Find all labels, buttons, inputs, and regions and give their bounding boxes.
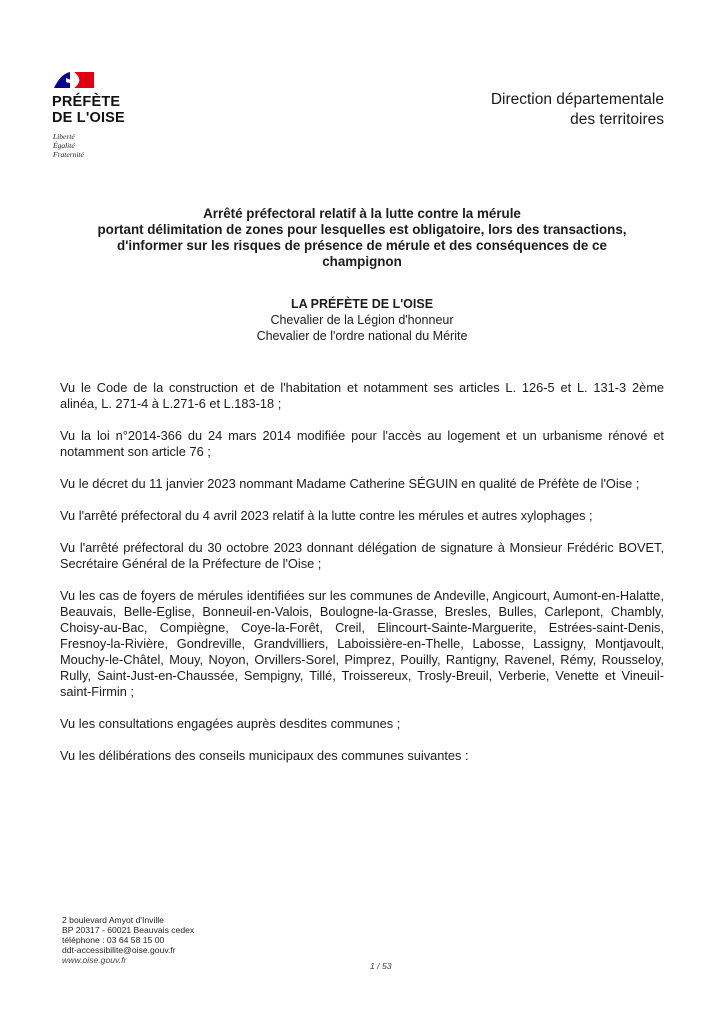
- footer-website: www.oise.gouv.fr: [62, 955, 127, 965]
- consideration-paragraph: Vu le décret du 11 janvier 2023 nommant Madame Catherine SÉGUIN en qualité de Préfète de l'Oise ;: [60, 476, 640, 491]
- title-line-1: Arrêté préfectoral relatif à la lutte contre la mérule: [203, 206, 521, 221]
- consideration-paragraph: Vu la loi n°2014-366 du 24 mars 2014 modifiée pour l'accès au logement et un urbanisme rénové et notamment son article 76 ;: [60, 428, 664, 459]
- prefecture-line2: DE L'OISE: [52, 110, 125, 126]
- consideration-paragraph: Vu le Code de la construction et de l'habitation et notamment ses articles L. 126-5 et L. 131-3 2ème alinéa, L. 271-4 à L.271-6 et L.183-18 ;: [60, 380, 664, 411]
- authority-block: [60, 296, 664, 344]
- title-line-4: champignon: [322, 254, 402, 269]
- direction-line1: Direction départementale: [490, 91, 664, 108]
- footer-contact: [62, 915, 194, 965]
- footer-address: 2 boulevard Amyot d'Inville: [62, 915, 164, 925]
- republic-motto: [53, 132, 84, 159]
- footer-email: ddt-accessibilite@oise.gouv.fr: [62, 945, 176, 955]
- consideration-paragraph: Vu les délibérations des conseils municipaux des communes suivantes :: [60, 748, 469, 763]
- direction-line2: des territoires: [570, 111, 664, 128]
- direction-heading: [491, 90, 664, 130]
- motto-egalite: Égalité: [53, 141, 75, 150]
- consideration-paragraph: Vu les cas de foyers de mérules identifiées sur les communes de Andeville, Angicourt, Aumont-en-Halatte, Beauvais, Belle-Eglise, Bonneuil-en-Valois, Boulogne-la-Grasse, Bresles, Bulles, Carlepont, Chambly, Choisy-au-Bac, Compiègne, Coye-la-Forêt, Creil, Elincourt-Sainte-Marguerite, Estrées-saint-Denis, Fresnoy-la-Rivière, Gondreville, Grandvilliers, Laboissière-en-Thelle, Labosse, Lassigny, Montjavoult, Mouchy-le-Châtel, Mouy, Noyon, Orvillers-Sorel, Pimprez, Pouilly, Rantigny, Ravenel, Rémy, Rousseloy, Rully, Saint-Just-en-Chaussée, Sempigny, Tillé, Troissereux, Trosly-Breuil, Verberie, Venette et Vineuil-saint-Firmin ;: [60, 588, 664, 699]
- document-title: [60, 206, 664, 270]
- authority-honor-1: Chevalier de la Légion d'honneur: [270, 313, 454, 327]
- motto-fraternite: Fraternité: [53, 150, 84, 159]
- prefecture-name: [52, 94, 125, 126]
- footer-bp: BP 20317 - 60021 Beauvais cedex: [62, 925, 195, 935]
- footer-phone: téléphone : 03 64 58 15 00: [62, 935, 165, 945]
- consideration-paragraph: Vu l'arrêté préfectoral du 4 avril 2023 relatif à la lutte contre les mérules et autres xylophages ;: [60, 508, 593, 523]
- prefecture-line1: PRÉFÈTE: [52, 94, 121, 110]
- motto-liberte: Liberté: [53, 132, 75, 141]
- authority-honor-2: Chevalier de l'ordre national du Mérite: [256, 329, 468, 343]
- title-line-2: portant délimitation de zones pour lesquelles est obligatoire, lors des transactions,: [97, 222, 627, 237]
- page-number: 1 / 53: [370, 961, 392, 971]
- marianne-logo-icon: [52, 70, 96, 90]
- authority-name: LA PRÉFÈTE DE L'OISE: [290, 297, 434, 311]
- consideration-paragraph: Vu l'arrêté préfectoral du 30 octobre 2023 donnant délégation de signature à Monsieur Frédéric BOVET, Secrétaire Général de la Préfecture de l'Oise ;: [60, 540, 664, 571]
- consideration-paragraph: Vu les consultations engagées auprès desdites communes ;: [60, 716, 401, 731]
- title-line-3: d'informer sur les risques de présence de mérule et des conséquences de ce: [117, 238, 607, 253]
- considerations-list: [60, 380, 664, 780]
